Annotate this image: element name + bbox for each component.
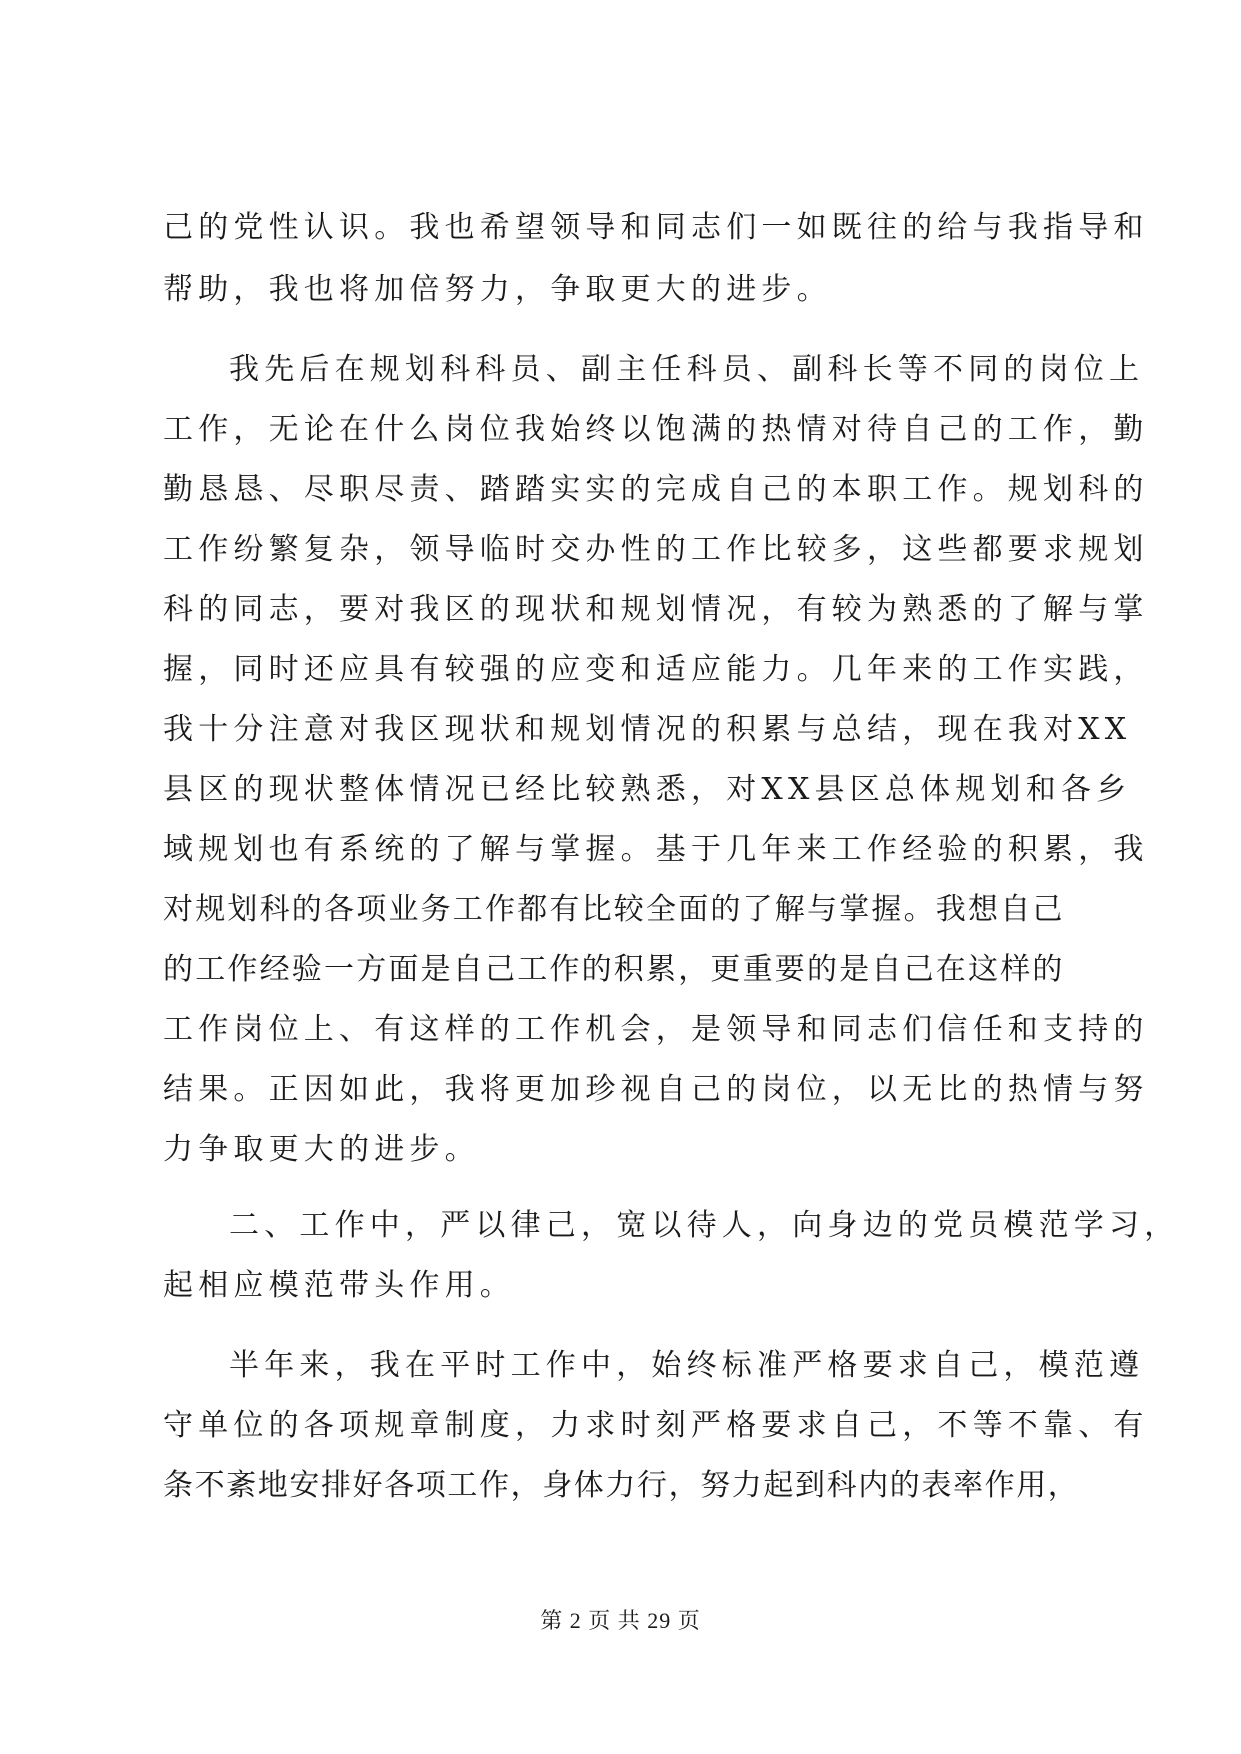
section-heading-line: 二、工作中，严以律己，宽以待人，向身边的党员模范学习， <box>229 1208 1180 1243</box>
body-text-line: 半年来，我在平时工作中，始终标准严格要求自己，模范遵 <box>229 1348 1145 1383</box>
body-text-line: 对规划科的各项业务工作都有比较全面的了解与掌握。我想自己 <box>163 892 1065 927</box>
body-text-line: 己的党性认识。我也希望领导和同志们一如既往的给与我指导和 <box>163 210 1149 245</box>
body-text-line: 工作岗位上、有这样的工作机会，是领导和同志们信任和支持的 <box>163 1012 1149 1047</box>
body-text-line: 域规划也有系统的了解与掌握。基于几年来工作经验的积累，我 <box>163 832 1149 867</box>
body-text-line: 握，同时还应具有较强的应变和适应能力。几年来的工作实践， <box>163 652 1149 687</box>
body-text-line: 帮助，我也将加倍努力，争取更大的进步。 <box>163 272 832 307</box>
body-text-line: 工作，无论在什么岗位我始终以饱满的热情对待自己的工作，勤 <box>163 412 1149 447</box>
body-text-line: 条不紊地安排好各项工作，身体力行，努力起到科内的表率作用， <box>163 1468 1080 1503</box>
body-text-line: 科的同志，要对我区的现状和规划情况，有较为熟悉的了解与掌 <box>163 592 1149 627</box>
body-text-line: 的工作经验一方面是自己工作的积累，更重要的是自己在这样的 <box>163 952 1065 987</box>
page-number-footer: 第 2 页 共 29 页 <box>540 1608 701 1633</box>
section-heading-line: 起相应模范带头作用。 <box>163 1268 515 1303</box>
body-text-line: 工作纷繁复杂，领导临时交办性的工作比较多，这些都要求规划 <box>163 532 1149 567</box>
body-text-line: 我先后在规划科科员、副主任科员、副科长等不同的岗位上 <box>229 352 1145 387</box>
body-text-line: 守单位的各项规章制度，力求时刻严格要求自己，不等不靠、有 <box>163 1408 1149 1443</box>
body-text-line: 结果。正因如此，我将更加珍视自己的岗位，以无比的热情与努 <box>163 1072 1149 1107</box>
body-text-line: 我十分注意对我区现状和规划情况的积累与总结，现在我对XX <box>163 712 1132 747</box>
body-text-line: 勤恳恳、尽职尽责、踏踏实实的完成自己的本职工作。规划科的 <box>163 472 1149 507</box>
body-text-line: 力争取更大的进步。 <box>163 1132 480 1167</box>
body-text-line: 县区的现状整体情况已经比较熟悉，对XX县区总体规划和各乡 <box>163 772 1132 807</box>
